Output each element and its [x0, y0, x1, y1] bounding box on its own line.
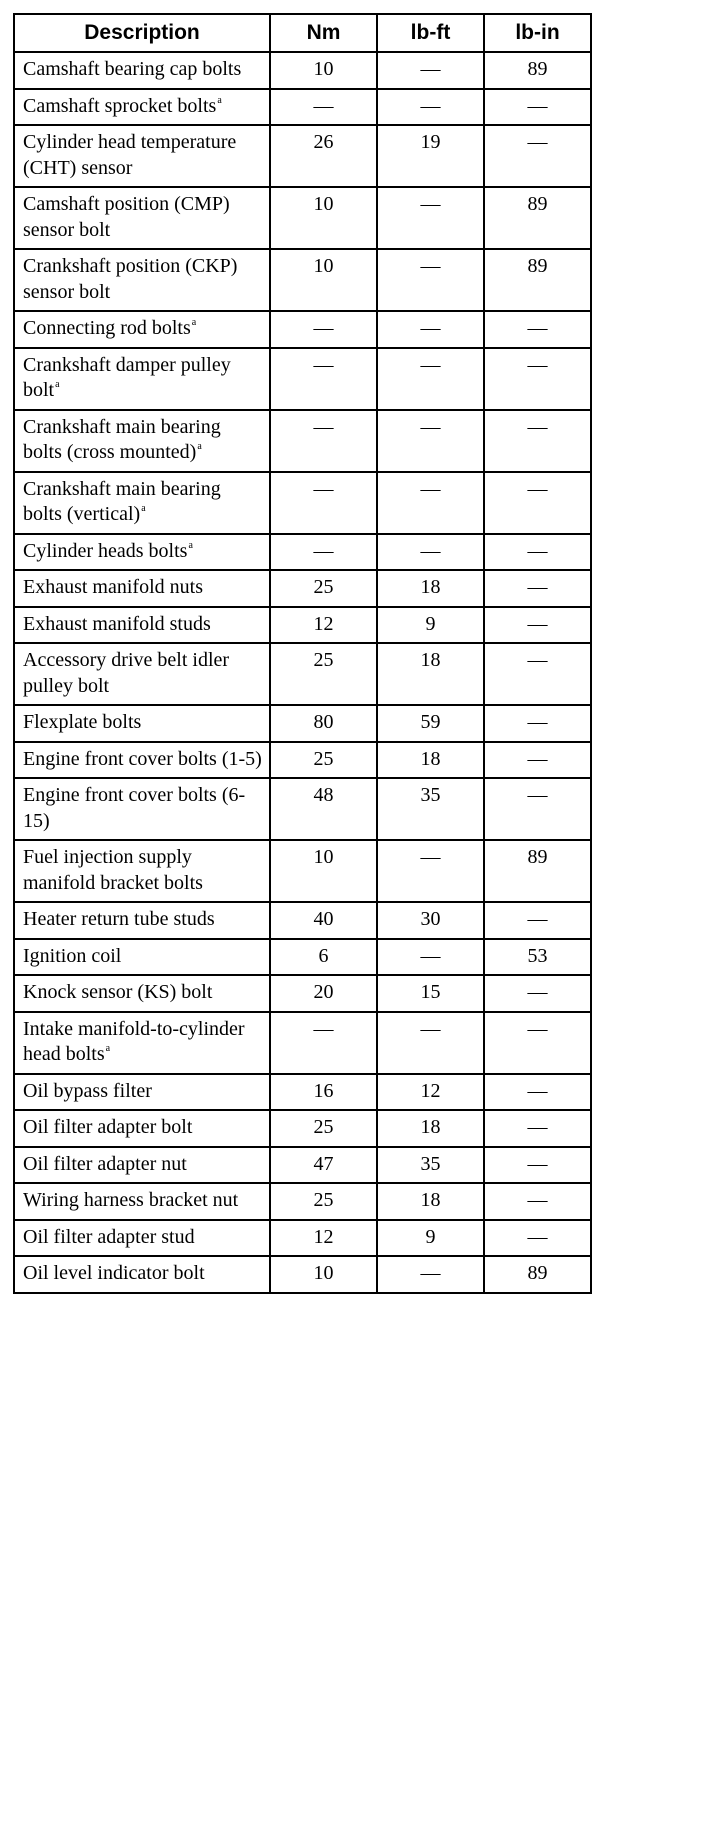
row-description-cell: [14, 975, 270, 1012]
row-description-cell: [14, 534, 270, 571]
table-row: [14, 534, 591, 571]
row-lb-ft-value: —: [377, 1012, 484, 1074]
row-lb-ft-value: 35: [377, 778, 484, 840]
row-description: Oil filter adapter nut: [23, 1152, 187, 1175]
row-description: Wiring harness bracket nut: [23, 1189, 239, 1211]
row-lb-ft-value: 59: [377, 705, 484, 742]
table-row: [14, 778, 591, 840]
row-lb-in-value: 89: [484, 52, 591, 89]
table-row: [14, 607, 591, 644]
row-description-cell: [14, 311, 270, 348]
row-description-cell: [14, 742, 270, 779]
row-lb-in-value: —: [484, 902, 591, 939]
table-row: [14, 1012, 591, 1074]
footnote-marker: a: [188, 539, 193, 551]
row-nm-value: 26: [270, 125, 377, 187]
row-lb-in-value: —: [484, 89, 591, 126]
row-description: Cylinder heads bolts: [23, 539, 188, 562]
table-row: [14, 1147, 591, 1184]
row-nm-value: —: [270, 89, 377, 126]
table-row: [14, 52, 591, 89]
row-lb-in-value: —: [484, 311, 591, 348]
table-row: [14, 705, 591, 742]
footnote-marker: a: [105, 1043, 111, 1055]
row-nm-value: 10: [270, 187, 377, 249]
column-header-description: Description: [14, 14, 270, 52]
row-lb-ft-value: —: [377, 472, 484, 534]
row-lb-in-value: —: [484, 643, 591, 705]
row-description-cell: [14, 410, 270, 472]
table-row: [14, 902, 591, 939]
row-nm-value: 47: [270, 1147, 377, 1184]
column-header-lb-ft: lb-ft: [377, 14, 484, 52]
row-lb-in-value: —: [484, 348, 591, 410]
row-description-cell: [14, 939, 270, 976]
row-lb-in-value: —: [484, 534, 591, 571]
row-lb-ft-value: —: [377, 311, 484, 348]
row-description-cell: [14, 125, 270, 187]
row-lb-in-value: —: [484, 472, 591, 534]
row-lb-ft-value: 9: [377, 1220, 484, 1257]
row-lb-ft-value: 19: [377, 125, 484, 187]
row-lb-in-value: —: [484, 975, 591, 1012]
row-description-cell: [14, 89, 270, 126]
row-description-cell: [14, 902, 270, 939]
row-lb-ft-value: 18: [377, 1110, 484, 1147]
footnote-marker: a: [217, 94, 222, 106]
row-description-cell: [14, 607, 270, 644]
row-nm-value: 10: [270, 249, 377, 311]
row-nm-value: 12: [270, 607, 377, 644]
row-nm-value: 20: [270, 975, 377, 1012]
row-description: Camshaft position (CMP) sensor bolt: [23, 193, 230, 241]
row-nm-value: 16: [270, 1074, 377, 1111]
table-row: [14, 410, 591, 472]
row-description-cell: [14, 643, 270, 705]
row-lb-ft-value: 15: [377, 975, 484, 1012]
row-description: Oil filter adapter stud: [23, 1225, 195, 1248]
row-nm-value: 6: [270, 939, 377, 976]
row-nm-value: 25: [270, 742, 377, 779]
table-row: [14, 1110, 591, 1147]
table-row: [14, 89, 591, 126]
footnote-marker: a: [141, 503, 146, 515]
row-description-cell: [14, 705, 270, 742]
row-description: Crankshaft position (CKP) sensor bolt: [23, 255, 238, 303]
row-nm-value: 10: [270, 1256, 377, 1293]
table-row: [14, 1074, 591, 1111]
row-description-cell: [14, 1110, 270, 1147]
row-description: Cylinder head temperature (CHT) sensor: [23, 131, 237, 179]
row-nm-value: —: [270, 1012, 377, 1074]
row-nm-value: 25: [270, 1110, 377, 1147]
row-lb-ft-value: 12: [377, 1074, 484, 1111]
table-row: [14, 1256, 591, 1293]
row-lb-in-value: 89: [484, 840, 591, 902]
row-description: Exhaust manifold nuts: [23, 576, 203, 598]
row-lb-ft-value: —: [377, 840, 484, 902]
row-description: Connecting rod bolts: [23, 317, 191, 339]
row-description: Intake manifold-to-cylinder head bolts: [23, 1017, 245, 1065]
row-lb-ft-value: —: [377, 249, 484, 311]
row-description: Oil filter adapter bolt: [23, 1116, 193, 1138]
row-lb-in-value: —: [484, 742, 591, 779]
row-lb-ft-value: —: [377, 89, 484, 126]
row-lb-in-value: —: [484, 410, 591, 472]
footnote-marker: a: [55, 379, 60, 391]
row-nm-value: 48: [270, 778, 377, 840]
row-nm-value: 10: [270, 52, 377, 89]
row-description: Knock sensor (KS) bolt: [23, 981, 213, 1003]
table-row: [14, 1220, 591, 1257]
torque-spec-table: [13, 13, 592, 1294]
row-description: Crankshaft damper pulley bolt: [23, 353, 231, 401]
row-nm-value: 40: [270, 902, 377, 939]
row-nm-value: 12: [270, 1220, 377, 1257]
row-description-cell: [14, 348, 270, 410]
row-lb-in-value: —: [484, 607, 591, 644]
row-nm-value: —: [270, 348, 377, 410]
row-lb-in-value: —: [484, 125, 591, 187]
row-description: Accessory drive belt idler pulley bolt: [23, 649, 230, 697]
row-description-cell: [14, 1074, 270, 1111]
row-description-cell: [14, 1183, 270, 1220]
row-nm-value: —: [270, 534, 377, 571]
row-description: Engine front cover bolts (1-5): [23, 747, 262, 770]
table-row: [14, 975, 591, 1012]
row-lb-in-value: —: [484, 1012, 591, 1074]
row-nm-value: —: [270, 311, 377, 348]
table-row: [14, 187, 591, 249]
row-lb-in-value: 89: [484, 1256, 591, 1293]
footnote-marker: a: [191, 317, 197, 329]
row-description: Fuel injection supply manifold bracket bolts: [23, 846, 203, 894]
row-description-cell: [14, 1220, 270, 1257]
row-lb-in-value: 89: [484, 187, 591, 249]
row-lb-in-value: —: [484, 1110, 591, 1147]
row-lb-ft-value: 18: [377, 742, 484, 779]
table-row: [14, 1183, 591, 1220]
row-description: Crankshaft main bearing bolts (cross mounted): [23, 415, 221, 463]
row-description: Oil bypass filter: [23, 1079, 152, 1102]
row-lb-in-value: 89: [484, 249, 591, 311]
row-description-cell: [14, 187, 270, 249]
table-row: [14, 472, 591, 534]
row-lb-ft-value: 18: [377, 643, 484, 705]
row-nm-value: 25: [270, 570, 377, 607]
row-description-cell: [14, 249, 270, 311]
row-description: Flexplate bolts: [23, 711, 142, 733]
row-description: Heater return tube studs: [23, 908, 215, 930]
table-row: [14, 643, 591, 705]
row-lb-ft-value: —: [377, 1256, 484, 1293]
row-description: Oil level indicator bolt: [23, 1262, 205, 1284]
row-lb-in-value: —: [484, 778, 591, 840]
row-nm-value: 25: [270, 643, 377, 705]
table-row: [14, 249, 591, 311]
row-description: Camshaft bearing cap bolts: [23, 58, 242, 80]
table-row: [14, 125, 591, 187]
table-row: [14, 311, 591, 348]
row-lb-ft-value: 18: [377, 1183, 484, 1220]
row-nm-value: —: [270, 410, 377, 472]
row-description-cell: [14, 778, 270, 840]
row-nm-value: —: [270, 472, 377, 534]
row-description: Exhaust manifold studs: [23, 612, 211, 635]
table-row: [14, 840, 591, 902]
row-lb-in-value: —: [484, 1147, 591, 1184]
table-row: [14, 939, 591, 976]
row-description-cell: [14, 52, 270, 89]
table-row: [14, 742, 591, 779]
row-lb-ft-value: 18: [377, 570, 484, 607]
column-header-lb-in: lb-in: [484, 14, 591, 52]
row-description: Crankshaft main bearing bolts (vertical): [23, 477, 221, 525]
row-lb-ft-value: —: [377, 939, 484, 976]
row-description-cell: [14, 840, 270, 902]
row-description-cell: [14, 1256, 270, 1293]
row-lb-in-value: —: [484, 570, 591, 607]
row-lb-in-value: 53: [484, 939, 591, 976]
row-description-cell: [14, 570, 270, 607]
row-description-cell: [14, 1147, 270, 1184]
row-lb-ft-value: 35: [377, 1147, 484, 1184]
row-nm-value: 80: [270, 705, 377, 742]
row-lb-in-value: —: [484, 1074, 591, 1111]
table-row: [14, 570, 591, 607]
row-lb-ft-value: —: [377, 52, 484, 89]
column-header-nm: Nm: [270, 14, 377, 52]
row-description: Engine front cover bolts (6-15): [23, 784, 246, 832]
row-lb-ft-value: 9: [377, 607, 484, 644]
row-lb-ft-value: 30: [377, 902, 484, 939]
table-body: [14, 52, 591, 1293]
row-lb-ft-value: —: [377, 348, 484, 410]
row-description-cell: [14, 1012, 270, 1074]
row-lb-ft-value: —: [377, 534, 484, 571]
row-description: Camshaft sprocket bolts: [23, 94, 217, 117]
row-lb-in-value: —: [484, 1220, 591, 1257]
row-nm-value: 25: [270, 1183, 377, 1220]
table-row: [14, 348, 591, 410]
row-lb-in-value: —: [484, 705, 591, 742]
row-lb-in-value: —: [484, 1183, 591, 1220]
footnote-marker: a: [197, 441, 202, 453]
row-description: Ignition coil: [23, 944, 122, 967]
table-header-row: [14, 14, 591, 52]
row-lb-ft-value: —: [377, 410, 484, 472]
row-nm-value: 10: [270, 840, 377, 902]
row-description-cell: [14, 472, 270, 534]
row-lb-ft-value: —: [377, 187, 484, 249]
